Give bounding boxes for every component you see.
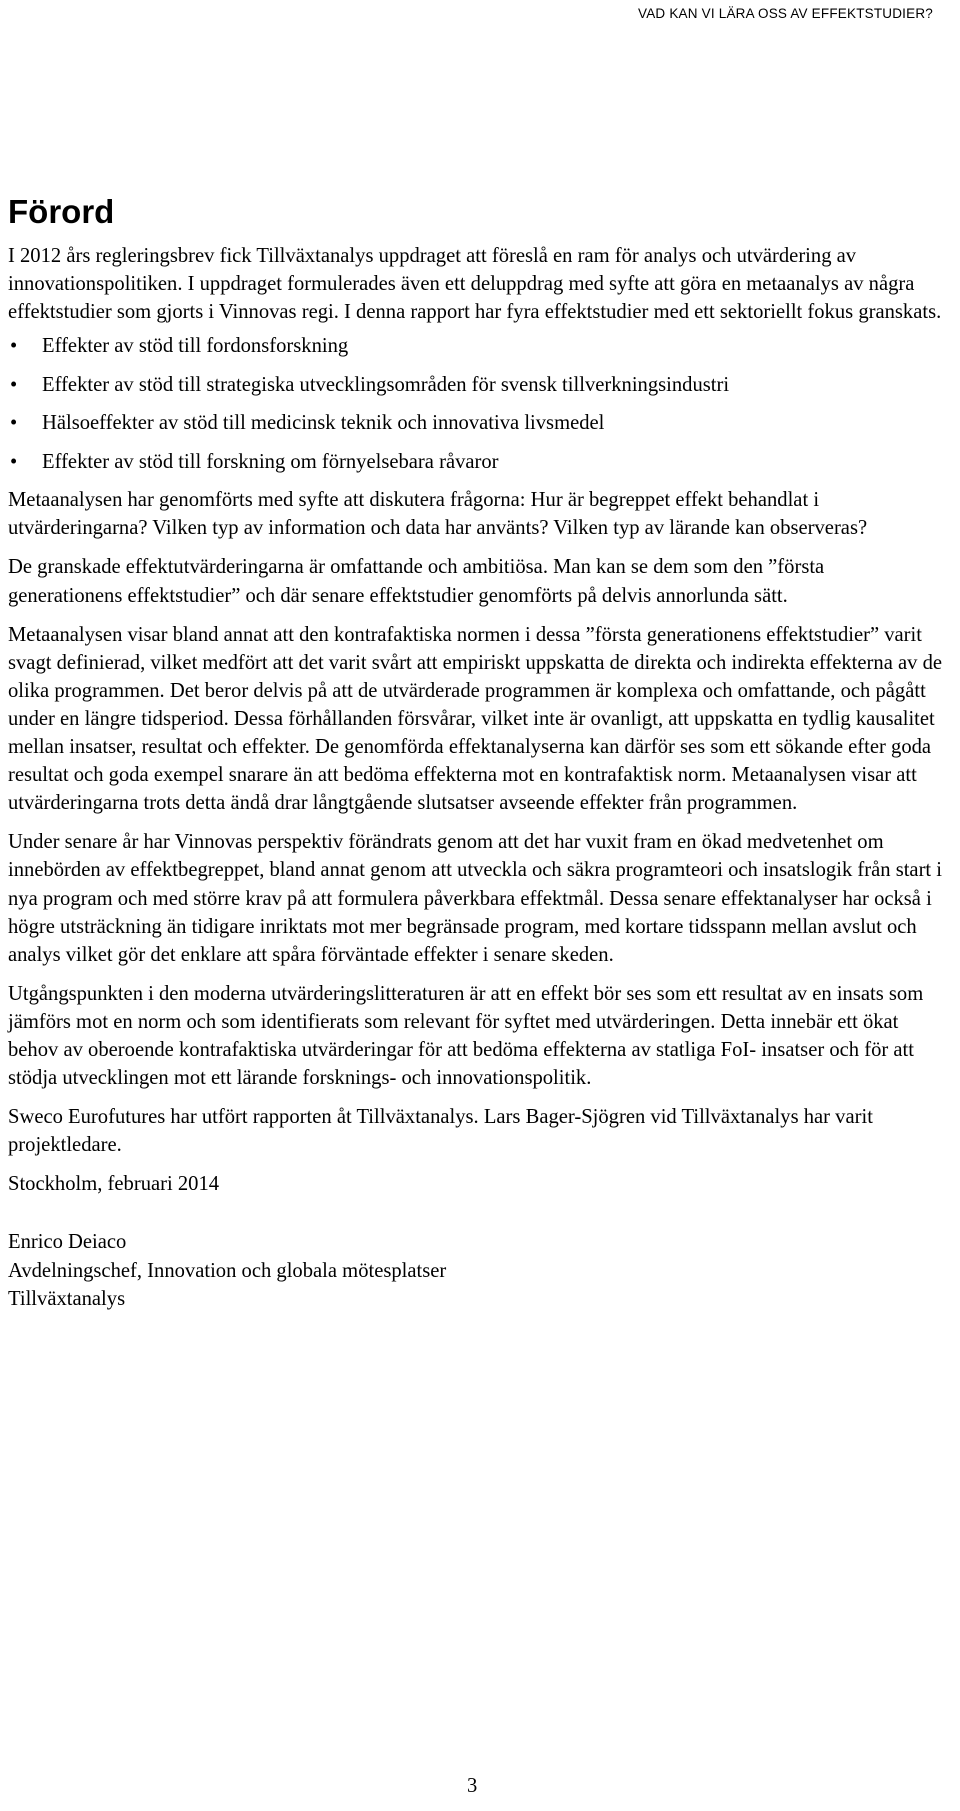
signature-block: [8, 1228, 943, 1312]
intro-paragraph: I 2012 års regleringsbrev fick Tillväxtanalys uppdraget att föreslå en ram för analys och utvärdering av innovationspolitiken. I uppdraget formulerades även ett deluppdrag med syfte att göra en metaanalys av några effektstudier som gjorts i Vinnovas regi. I denna rapport har fyra effektstudier med ett sektoriellt fokus granskats.: [8, 245, 942, 324]
body-paragraph: Utgångspunkten i den moderna utvärderingslitteraturen är att en effekt bör ses som ett resultat av en insats som jämförs mot en norm och som identifierats som relevant för syftet med utvärderingen. Detta innebär ett ökat behov av oberoende kontrafaktiska utvärderingar för att bedöma effekterna av statliga FoI- insatser och för att stödja utvecklingen mot ett lärande forsknings- och innovationspolitik.: [8, 982, 924, 1090]
body-paragraph: Under senare år har Vinnovas perspektiv förändrats genom att det har vuxit fram en ökad medvetenhet om innebörden av effektbegreppet, bland annat genom att utveckla och säkra programteori och insatslogik från start i nya program och med större krav på att formulera påverkbara effektmål. Dessa senare effektanalyser har också i högre utsträckning än tidigare inriktats mot mer begränsade program, med kortare tidsspann mellan avslut och analys vilket gör det enklare att spåra förväntade effekter i senare skeden.: [8, 831, 943, 966]
bullet-icon: •: [10, 335, 18, 358]
signatory-title: Avdelningschef, Innovation och globala mötesplatser: [8, 1259, 447, 1282]
list-item: [8, 448, 943, 476]
signatory-name: Enrico Deiaco: [8, 1231, 127, 1254]
body-paragraph: Metaanalysen har genomförts med syfte att diskutera frågorna: Hur är begreppet effekt behandlat i utvärderingarna? Vilken typ av information och data har använts? Vilken typ av lärande kan observeras?: [8, 489, 868, 540]
signatory-organization: Tillväxtanalys: [8, 1287, 126, 1310]
body-paragraph: Sweco Eurofutures har utfört rapporten åt Tillväxtanalys. Lars Bager-Sjögren vid Tillväxtanalys har varit projektledare.: [8, 1106, 873, 1157]
list-item: [8, 332, 943, 360]
page-number: 3: [467, 1775, 478, 1797]
page-title: Förord: [8, 193, 115, 230]
list-item-text: Effekter av stöd till forskning om förnyelsebara råvaror: [42, 450, 499, 473]
list-item-text: Effekter av stöd till strategiska utvecklingsområden för svensk tillverkningsindustri: [42, 373, 730, 396]
list-item: [8, 409, 943, 437]
list-item-text: Effekter av stöd till fordonsforskning: [42, 335, 349, 358]
document-body: [8, 195, 943, 1313]
bullet-icon: •: [10, 373, 18, 396]
bullet-icon: •: [10, 412, 18, 435]
bullet-icon: •: [10, 450, 18, 473]
list-item-text: Hälsoeffekter av stöd till medicinsk teknik och innovativa livsmedel: [42, 412, 605, 435]
running-header: VAD KAN VI LÄRA OSS AV EFFEKTSTUDIER?: [638, 6, 933, 21]
list-item: [8, 371, 943, 399]
body-paragraph: Metaanalysen visar bland annat att den kontrafaktiska normen i dessa ”första generationens effektstudier” varit svagt definierad, vilket medfört att det varit svårt att empiriskt uppskatta de direkta och indirekta effekterna av de olika programmen. Det beror delvis på att de utvärderade programmen är komplexa och omfattande, och pågått under en längre tidsperiod. Dessa förhållanden försvårar, vilket inte är ovanligt, att uppskatta en tydlig kausalitet mellan insatser, resultat och effekter. De genomförda effektanalyserna kan därför ses som ett sökande efter goda resultat och goda exempel snarare än att bedöma effekterna mot en kontrafaktisk norm. Metaanalysen visar att utvärderingarna trots detta ändå drar långtgående slutsatser avseende effekter från programmen.: [8, 623, 943, 815]
place-date: Stockholm, februari 2014: [8, 1173, 220, 1196]
studies-list: [8, 332, 943, 476]
body-paragraph: De granskade effektutvärderingarna är omfattande och ambitiösa. Man kan se dem som den ”första generationens effektstudier” och där senare effektstudier genomförts på delvis annorlunda sätt.: [8, 556, 825, 607]
